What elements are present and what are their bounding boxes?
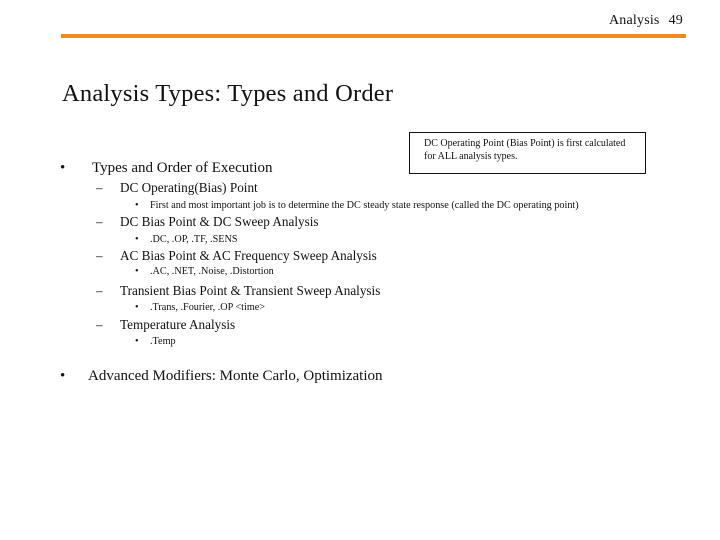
bullet-marker: • [135,336,139,347]
bullet-text: Advanced Modifiers: Monte Carlo, Optimization [88,368,383,384]
bullet-text: Types and Order of Execution [92,160,273,176]
detail-transient-cmds [135,302,266,313]
slide-header [609,13,683,29]
detail-temperature-cmds [135,336,176,347]
sub-bullet-text: Transient Bias Point & Transient Sweep Analysis [120,283,381,298]
bullet-marker: • [60,160,66,176]
detail-dc-op-note [135,200,579,211]
sub-bullet-temperature [96,317,236,333]
sub-bullet-text: DC Operating(Bias) Point [120,180,258,195]
sub-bullet-text: AC Bias Point & AC Frequency Sweep Analysis [120,248,377,263]
dash-marker: – [96,180,103,195]
dash-marker: – [96,248,103,263]
section-label: Analysis [608,13,660,28]
dash-marker: – [96,317,103,332]
bullet-marker: • [135,302,139,313]
detail-dc-sweep-cmds [135,234,238,245]
callout-box: DC Operating Point (Bias Point) is first calculated for ALL analysis types. [409,132,646,174]
detail-text: .Temp [150,336,176,347]
bullet-marker: • [135,234,139,245]
bullet-marker: • [135,266,139,277]
detail-text: .AC, .NET, .Noise, .Distortion [150,266,274,277]
header-rule [61,34,686,38]
slide-title: Analysis Types: Types and Order [62,80,394,107]
bullet-marker: • [135,200,139,211]
detail-text: .Trans, .Fourier, .OP <time> [150,302,266,313]
dash-marker: – [96,283,103,298]
detail-ac-cmds [135,266,274,277]
bullet-types-and-order [60,160,273,177]
bullet-marker: • [60,368,66,384]
page-number: 49 [668,13,683,28]
sub-bullet-dc-sweep [96,214,319,230]
sub-bullet-transient [96,283,381,299]
sub-bullet-dc-op [96,180,258,196]
sub-bullet-text: Temperature Analysis [120,317,236,332]
detail-text: First and most important job is to determine the DC steady state response (called the DC operating point) [150,200,579,211]
sub-bullet-ac [96,248,377,264]
detail-text: .DC, .OP, .TF, .SENS [150,234,238,245]
sub-bullet-text: DC Bias Point & DC Sweep Analysis [120,214,319,229]
bullet-advanced-modifiers [60,368,383,385]
dash-marker: – [96,214,103,229]
